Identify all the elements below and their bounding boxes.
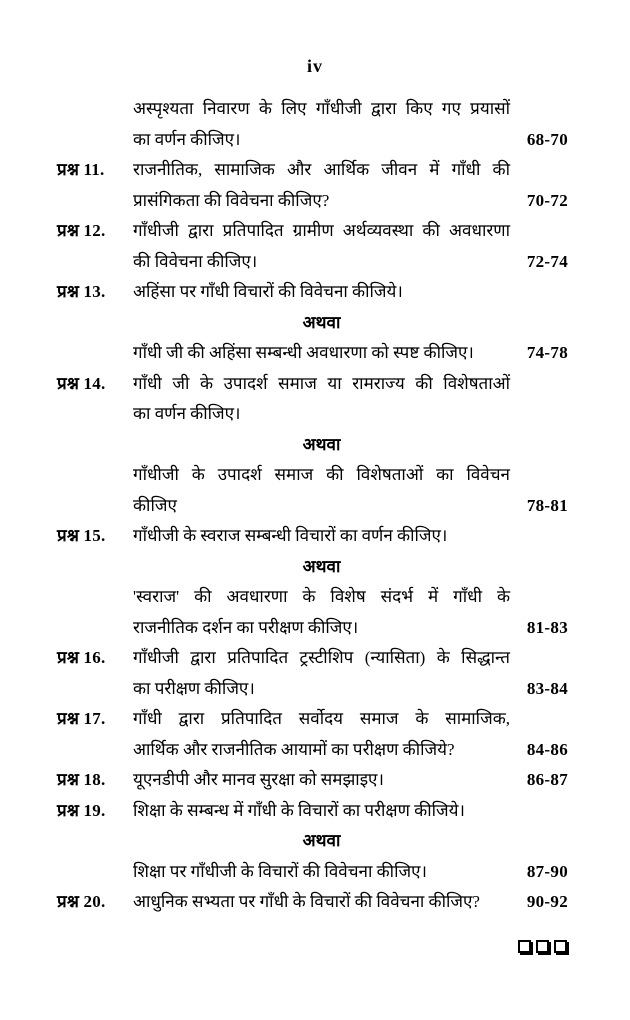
question-text: राजनीतिक दर्शन का परीक्षण कीजिए। [133, 617, 359, 637]
question-number: प्रश्न 16. [57, 648, 106, 667]
square-icon [518, 940, 531, 953]
question-text: आधुनिक सभ्यता पर गाँधी के विचारों की विवेचना कीजिए? [133, 892, 480, 911]
question-number [57, 247, 133, 278]
page-range [510, 796, 568, 827]
question-number: प्रश्न 15. [57, 526, 106, 545]
page-range: 81-83 [526, 617, 568, 637]
question-text: गाँधीजी के उपादर्श समाज की विशेषताओं का विवेचन [133, 465, 510, 484]
question-number [57, 94, 133, 125]
square-icon [554, 940, 567, 953]
toc-row [57, 94, 568, 125]
question-number [57, 491, 133, 522]
toc-row [57, 460, 568, 491]
page-range [510, 643, 568, 674]
toc-row [57, 857, 568, 888]
toc-row [57, 521, 568, 552]
question-text: अस्पृश्यता निवारण के लिए गाँधीजी द्वारा किए गए प्रयासों [133, 99, 510, 118]
toc-row [57, 125, 568, 156]
question-text: राजनीतिक, सामाजिक और आर्थिक जीवन में गाँधी की [133, 160, 510, 179]
question-number [57, 552, 133, 583]
question-number [57, 430, 133, 461]
page-number-folio: iv [306, 56, 323, 76]
toc [57, 94, 568, 918]
alternative-row [57, 308, 568, 339]
page-range [510, 369, 568, 400]
question-text: गाँधी जी की अहिंसा सम्बन्धी अवधारणा को स्पष्ट कीजिए। [133, 343, 474, 362]
toc-row [57, 582, 568, 613]
toc-row [57, 491, 568, 522]
page-range [510, 277, 568, 308]
question-text: गाँधीजी द्वारा प्रतिपादित ट्रस्टीशिप (न्यासिता) के सिद्धान्त [133, 648, 510, 667]
alternative-row [57, 430, 568, 461]
question-number [57, 857, 133, 888]
question-number [57, 735, 133, 766]
page-range: 68-70 [526, 129, 568, 149]
page-range [510, 582, 568, 613]
question-number: प्रश्न 18. [57, 770, 106, 789]
toc-row [57, 216, 568, 247]
question-text: 'स्वराज' की अवधारणा के विशेष संदर्भ में गाँधी के [133, 587, 510, 606]
toc-row [57, 277, 568, 308]
page-range [510, 704, 568, 735]
page-range: 74-78 [526, 343, 568, 362]
question-number [57, 674, 133, 705]
page-range [510, 430, 568, 461]
page-range [510, 521, 568, 552]
alternative-heading: अथवा [302, 831, 341, 850]
question-text: कीजिए [133, 495, 177, 515]
question-number: प्रश्न 17. [57, 709, 106, 728]
page-range: 86-87 [526, 770, 568, 789]
page-range: 83-84 [526, 678, 568, 698]
question-text: गाँधी द्वारा प्रतिपादित सर्वोदय समाज के सामाजिक, [133, 709, 510, 728]
end-of-chapter-marker [518, 940, 567, 953]
question-number: प्रश्न 19. [57, 800, 106, 820]
page-range [510, 460, 568, 491]
question-text: की विवेचना कीजिए। [133, 251, 258, 271]
toc-row [57, 186, 568, 217]
page-range [510, 399, 568, 430]
page-range: 84-86 [526, 739, 568, 759]
page-range [510, 308, 568, 339]
question-number: प्रश्न 13. [57, 282, 106, 301]
toc-row [57, 155, 568, 186]
question-text: का वर्णन कीजिए। [133, 404, 241, 423]
alternative-heading: अथवा [302, 556, 341, 576]
question-text: गाँधी जी के उपादर्श समाज या रामराज्य की विशेषताओं [133, 373, 510, 393]
question-text: आर्थिक और राजनीतिक आयामों का परीक्षण कीजिये? [133, 739, 455, 759]
toc-row [57, 399, 568, 430]
question-text: का परीक्षण कीजिए। [133, 678, 255, 698]
question-number: प्रश्न 11. [57, 160, 105, 179]
page-range [510, 94, 568, 125]
page-range [510, 552, 568, 583]
toc-row [57, 735, 568, 766]
page-range [510, 155, 568, 186]
question-text: शिक्षा पर गाँधीजी के विचारों की विवेचना कीजिए। [133, 861, 427, 881]
question-number: प्रश्न 12. [57, 221, 106, 240]
square-icon [536, 940, 549, 953]
alternative-heading: अथवा [302, 312, 341, 332]
page-range: 87-90 [526, 861, 568, 881]
page-range: 78-81 [526, 495, 568, 515]
question-number [57, 613, 133, 644]
question-number: प्रश्न 14. [57, 373, 106, 393]
page-range [510, 216, 568, 247]
toc-row [57, 338, 568, 369]
question-number [57, 338, 133, 369]
question-number [57, 582, 133, 613]
page-range: 90-92 [526, 892, 568, 911]
question-number [57, 460, 133, 491]
question-text: गाँधीजी के स्वराज सम्बन्धी विचारों का वर्णन कीजिए। [133, 526, 448, 545]
toc-row [57, 674, 568, 705]
toc-row [57, 369, 568, 400]
page-range: 70-72 [526, 190, 568, 210]
alternative-heading: अथवा [302, 434, 341, 454]
toc-row [57, 613, 568, 644]
question-text: प्रासंगिकता की विवेचना कीजिए? [133, 190, 330, 210]
question-text: अहिंसा पर गाँधी विचारों की विवेचना कीजिये। [133, 282, 403, 301]
question-text: का वर्णन कीजिए। [133, 129, 241, 149]
toc-row [57, 247, 568, 278]
question-text: गाँधीजी द्वारा प्रतिपादित ग्रामीण अर्थव्यवस्था की अवधारणा [133, 221, 510, 240]
toc-row [57, 887, 568, 918]
question-number [57, 826, 133, 857]
question-number [57, 186, 133, 217]
alternative-row [57, 552, 568, 583]
page-range: 72-74 [526, 251, 568, 271]
question-text: यूएनडीपी और मानव सुरक्षा को समझाइए। [133, 770, 384, 789]
toc-row [57, 765, 568, 796]
question-number [57, 308, 133, 339]
question-number [57, 125, 133, 156]
alternative-row [57, 826, 568, 857]
toc-row [57, 796, 568, 827]
question-number [57, 399, 133, 430]
question-text: शिक्षा के सम्बन्ध में गाँधी के विचारों का परीक्षण कीजिये। [133, 800, 465, 820]
toc-row [57, 643, 568, 674]
toc-row [57, 704, 568, 735]
question-number: प्रश्न 20. [57, 892, 106, 911]
page-range [510, 826, 568, 857]
